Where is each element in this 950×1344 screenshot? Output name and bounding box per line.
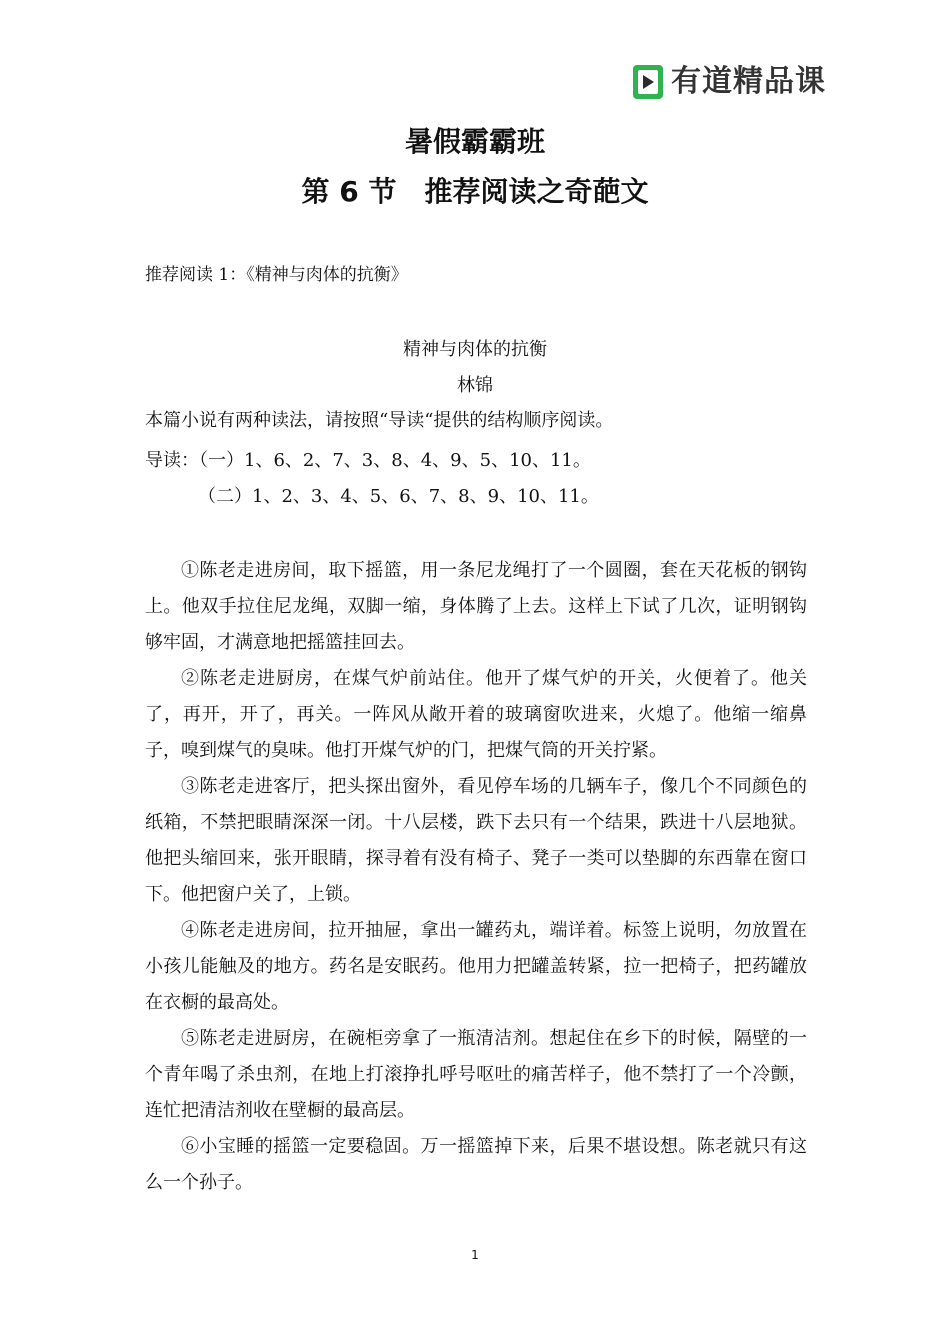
page-title: 暑假霸霸班: [404, 125, 545, 158]
brand-name: 有道精品课: [671, 64, 826, 99]
story-body: [145, 553, 807, 1201]
story-paragraph: ①陈老走进房间，取下摇篮，用一条尼龙绳打了一个圆圈，套在天花板的钢钩上。他双手拉住尼龙绳，双脚一缩，身体腾了上去。这样上下试了几次，证明钢钩够牢固，才满意地把摇篮挂回去。: [145, 560, 807, 653]
brand-logo: [633, 62, 826, 102]
story-author: 林锦: [457, 375, 493, 396]
reading-intro: 本篇小说有两种读法，请按照“导读“提供的结构顺序阅读。: [145, 410, 614, 431]
story-title: 精神与肉体的抗衡: [403, 339, 547, 360]
story-paragraph: ⑥小宝睡的摇篮一定要稳固。万一摇篮掉下来，后果不堪设想。陈老就只有这么一个孙子。: [145, 1136, 807, 1193]
story-paragraph: ②陈老走进厨房，在煤气炉前站住。他开了煤气炉的开关，火便着了。他关了，再开，开了，再关。一阵风从敞开着的玻璃窗吹进来，火熄了。他缩一缩鼻子，嗅到煤气的臭味。他打开煤气炉的门，把煤气筒的开关拧紧。: [145, 668, 807, 761]
story-paragraph: ⑤陈老走进厨房，在碗柜旁拿了一瓶清洁剂。想起住在乡下的时候，隔壁的一个青年喝了杀虫剂，在地上打滚挣扎呼号呕吐的痛苦样子，他不禁打了一个冷颤，连忙把清洁剂收在壁橱的最高层。: [145, 1028, 807, 1121]
story-paragraph: ③陈老走进客厅，把头探出窗外，看见停车场的几辆车子，像几个不同颜色的纸箱，不禁把眼睛深深一闭。十八层楼，跌下去只有一个结果，跌进十八层地狱。他把头缩回来，张开眼睛，探寻着有没有椅子、凳子一类可以垫脚的东西靠在窗口下。他把窗户关了，上锁。: [145, 776, 807, 905]
page-number: 1: [471, 1248, 479, 1262]
recommend-label: 推荐阅读 1：《精神与肉体的抗衡》: [145, 265, 408, 285]
youdao-play-logo-icon: [633, 65, 663, 99]
reading-guide-1: 导读：（一）1、6、2、7、3、8、4、9、5、10、11。: [145, 450, 591, 471]
lesson-subtitle: 第 6 节 推荐阅读之奇葩文: [301, 175, 649, 208]
reading-guide-2: （二）1、2、3、4、5、6、7、8、9、10、11。: [198, 486, 599, 507]
story-paragraph: ④陈老走进房间，拉开抽屉，拿出一罐药丸，端详着。标签上说明，勿放置在小孩儿能触及的地方。药名是安眠药。他用力把罐盖转紧，拉一把椅子，把药罐放在衣橱的最高处。: [145, 920, 807, 1013]
